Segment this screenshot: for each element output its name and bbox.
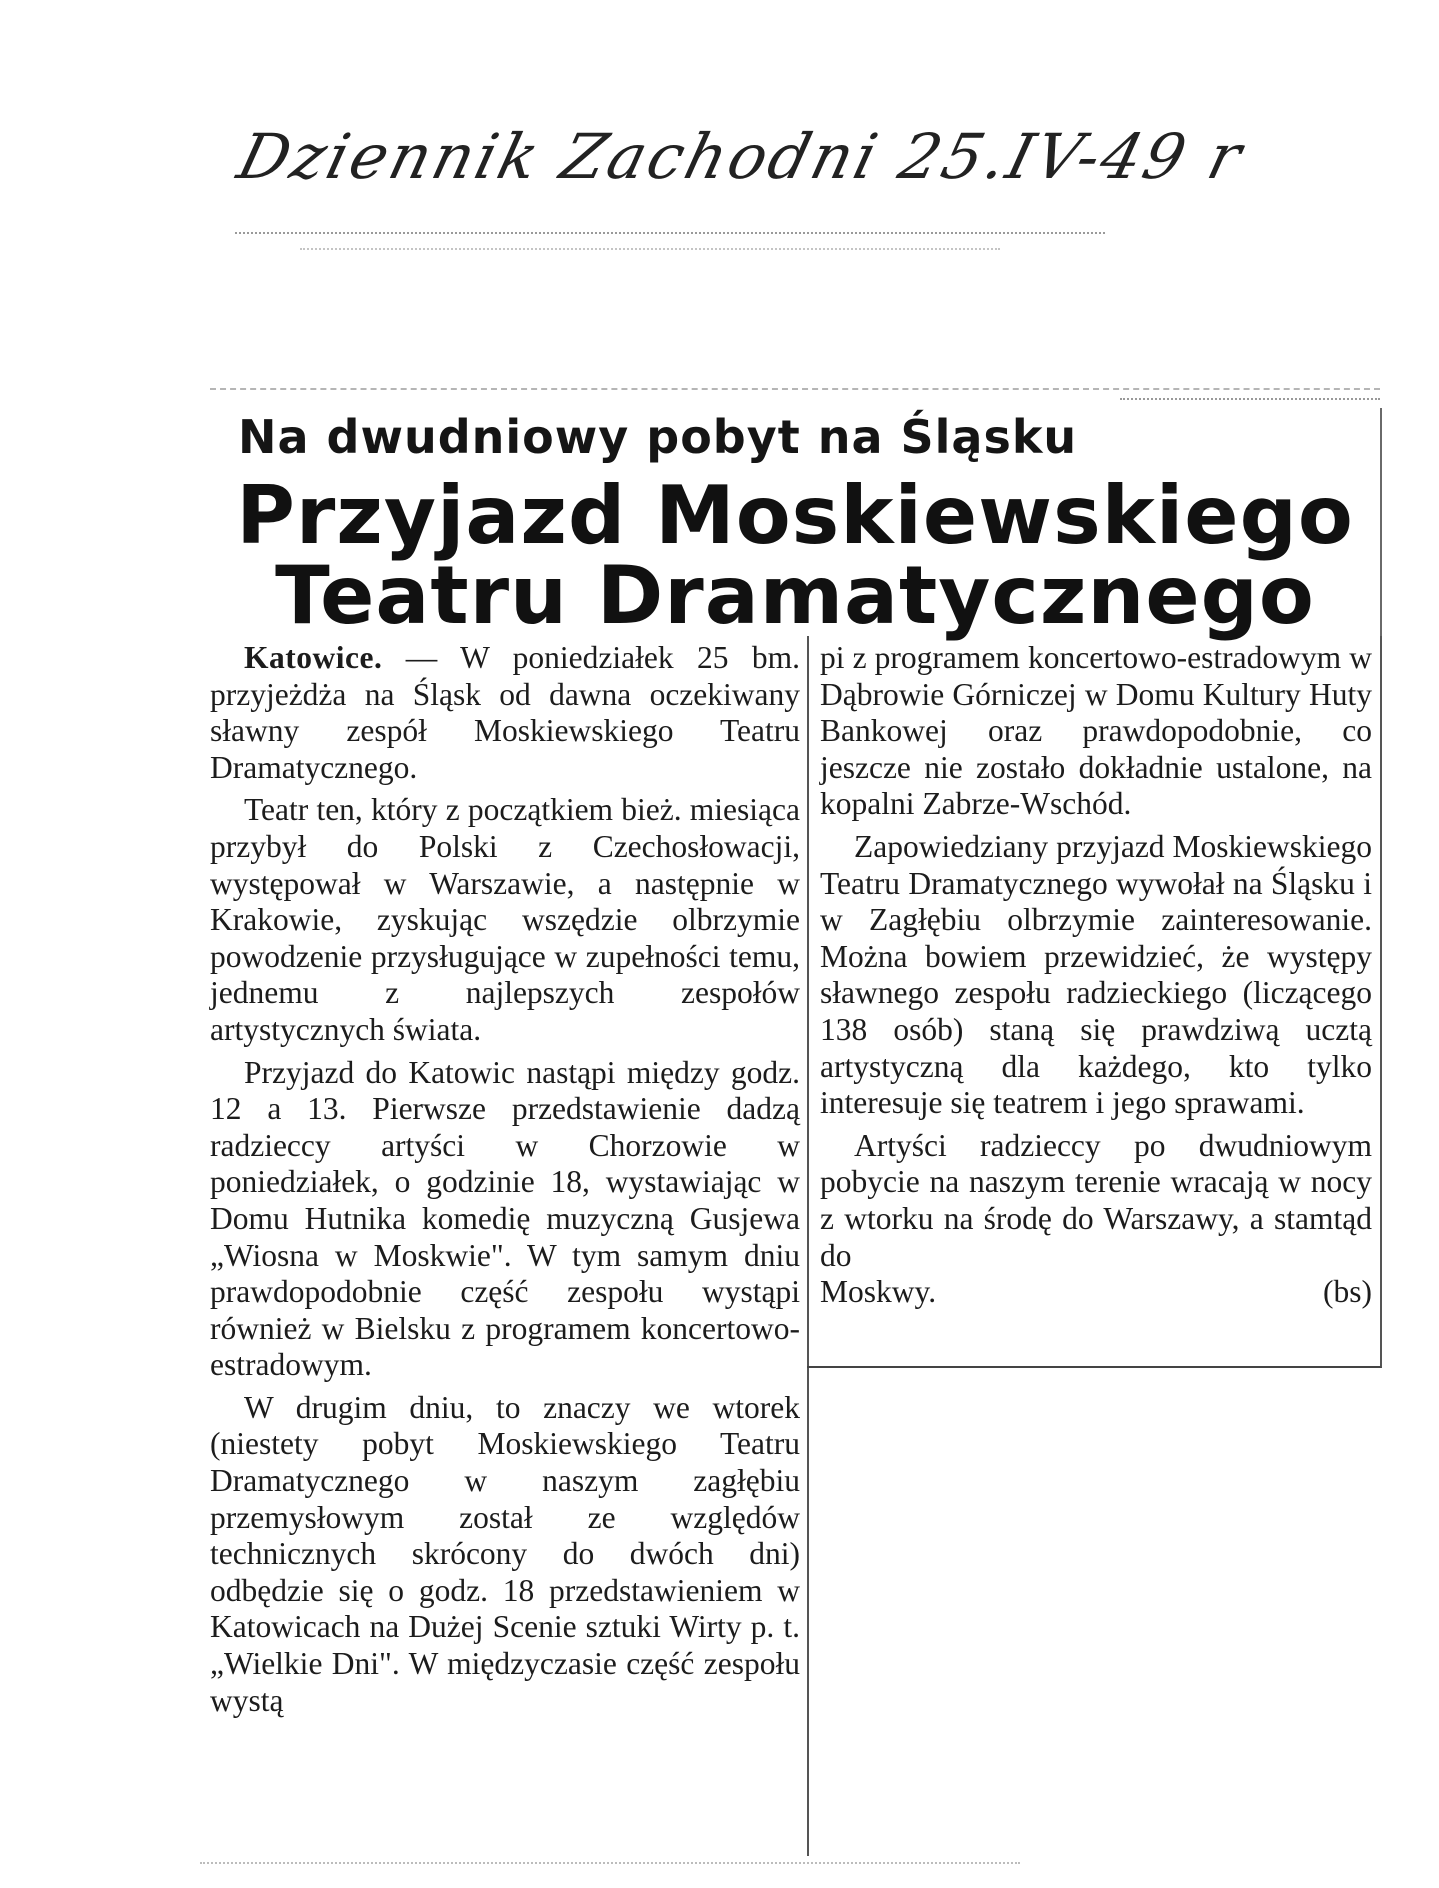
- handwritten-source-note: Dziennik Zachodni 25.IV-49 r: [230, 120, 1252, 193]
- scan-noise: [200, 1862, 1020, 1864]
- paragraph-6: Zapowiedziany przyjazd Moskiewskiego Teatru Dramatycznego wywołał na Śląsku i w Zagłębiu olbrzymie zainteresowanie. Można bowiem przewidzieć, że występy sławnego zespołu radzieckiego (liczącego 138 osób) staną się prawdziwą ucztą artystyczną dla każdego, kto tylko interesuje się teatrem i jego sprawami.: [820, 828, 1372, 1121]
- paragraph-1-text: — W poniedziałek 25 bm. przyjeżdża na Śląsk od dawna oczekiwany sławny zespół Moskiewskiego Teatru Dramatycznego.: [210, 640, 800, 785]
- paragraph-4: W drugim dniu, to znaczy we wtorek (niestety pobyt Moskiewskiego Teatru Dramatycznego w naszym zagłębiu przemysłowym został ze względów technicznych skrócony do dwóch dni) odbędzie się o godz. 18 przedstawieniem w Katowicach na Dużej Scenie sztuki Wirty p. t. „Wielkie Dni". W międzyczasie część zespołu wystą: [210, 1389, 800, 1718]
- handwriting-underline: [235, 232, 1105, 234]
- paragraph-7: Artyści radzieccy po dwudniowym pobycie na naszym terenie wracają w nocy z wtorku na środę do Warszawy, a stamtąd do: [820, 1127, 1372, 1273]
- newspaper-clipping: [200, 388, 1390, 1868]
- article-headline-line1: Przyjazd Moskiewskiego: [236, 469, 1354, 562]
- paragraph-5: pi z programem koncertowo-estradowym w Dąbrowie Górniczej w Domu Kultury Huty Bankowej oraz prawdopodobnie, co jeszcze nie zostało dokładnie ustalone, na kopalni Zabrze-Wschód.: [820, 640, 1372, 822]
- paragraph-1: [210, 640, 800, 786]
- paragraph-2: Teatr ten, który z początkiem bież. miesiąca przybył do Polski z Czechosłowacji, występował w Warszawie, a następnie w Krakowie, zyskując wszędzie olbrzymie powodzenie przysługujące w zupełności temu, jednemu z najlepszych zespołów artystycznych świata.: [210, 792, 800, 1047]
- handwriting-underline-2: [300, 248, 1000, 250]
- paragraph-3: Przyjazd do Katowic nastąpi między godz. 12 a 13. Pierwsze przedstawienie dadzą radzieccy artyści w Chorzowie w poniedziałek, o godzinie 18, wystawiając w Domu Hutnika komedię muzyczną Gusjewa „Wiosna w Moskwie". W tym samym dniu prawdopodobnie część zespołu wystąpi również w Bielsku z programem koncertowo-estradowym.: [210, 1054, 800, 1383]
- closing-word: Moskwy.: [820, 1274, 937, 1310]
- article-kicker: Na dwudniowy pobyt na Śląsku: [238, 410, 1078, 464]
- article-headline-line2: Teatru Dramatycznego: [275, 549, 1315, 642]
- scan-noise: [1120, 398, 1380, 400]
- dateline: Katowice.: [244, 640, 383, 675]
- author-signature: (bs): [1323, 1274, 1372, 1310]
- closing-line: [820, 1274, 1372, 1311]
- clipping-top-edge: [210, 388, 1380, 390]
- article-column-2: [820, 640, 1372, 1311]
- article-column-1: [210, 640, 800, 1719]
